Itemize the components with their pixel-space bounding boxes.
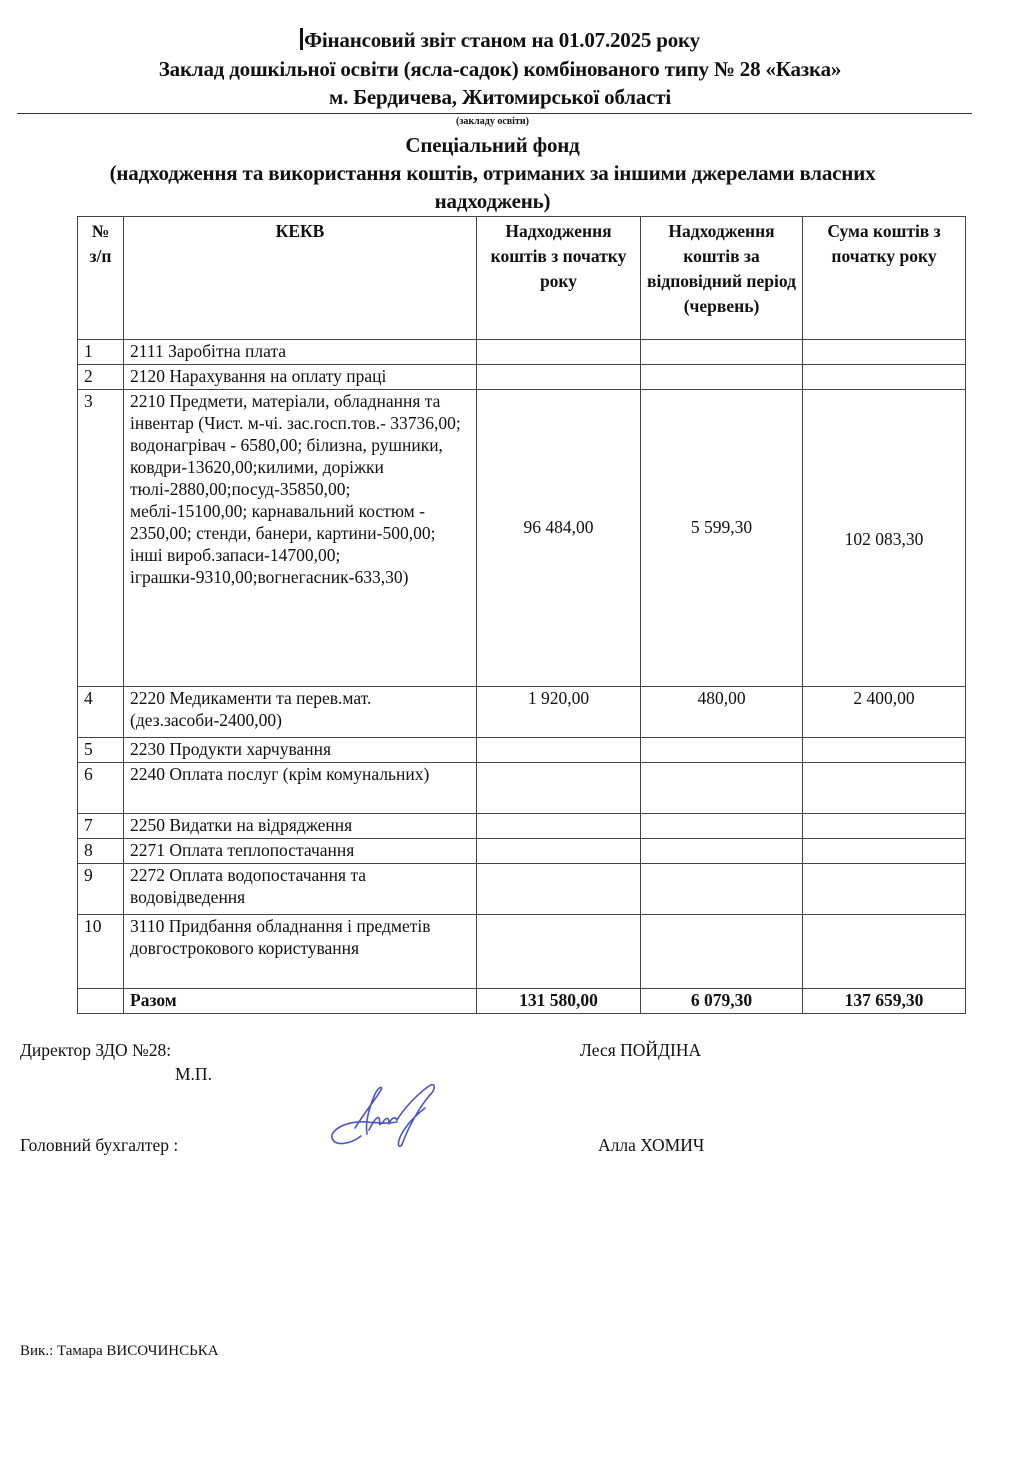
received-period-cell [641, 365, 803, 390]
total-label: Разом [124, 989, 477, 1014]
kekv-cell: 2210 Предмети, матеріали, обладнання та інвентар (Чист. м-чі. зас.госп.тов.- 33736,00; водонагрівач - 6580,00; білизна, рушники, ковдри-13620,00;килими, доріжки тюлі-2880,00;посуд-35850,00; меблі-15100,00; карнавальний костюм - 2350,00; стенди, банери, картини-500,00; інші вироб.запаси-14700,00; іграшки-9310,00;вогнегасник-633,30) [124, 390, 477, 687]
table-row [78, 738, 966, 763]
received-ytd-cell: 1 920,00 [477, 687, 641, 738]
received-ytd-cell [477, 915, 641, 989]
row-number: 6 [78, 763, 124, 814]
received-ytd-cell [477, 738, 641, 763]
kekv-cell: 2271 Оплата теплопостачання [124, 839, 477, 864]
total-ytd-cell: 102 083,30 [803, 390, 966, 687]
row-number: 8 [78, 839, 124, 864]
text-cursor-icon [300, 28, 303, 50]
received-period-cell [641, 340, 803, 365]
kekv-cell: 2272 Оплата водопостачання та водовідведення [124, 864, 477, 915]
received-period-cell: 5 599,30 [641, 390, 803, 687]
total-ytd-cell [803, 864, 966, 915]
table-row [78, 814, 966, 839]
received-period-cell [641, 915, 803, 989]
row-number: 7 [78, 814, 124, 839]
stamp-label: М.П. [175, 1064, 212, 1084]
received-period-cell: 480,00 [641, 687, 803, 738]
financial-report-table [77, 216, 966, 1014]
institution-caption: (закладу освіти) [456, 116, 529, 127]
kekv-cell: 2240 Оплата послуг (крім комунальних) [124, 763, 477, 814]
received-ytd-cell [477, 763, 641, 814]
col-header-received-ytd: Надходження коштів з початку року [477, 217, 641, 340]
fund-subtitle-line2: надходжень) [434, 189, 551, 213]
total-ytd-cell [803, 763, 966, 814]
row-number: 10 [78, 915, 124, 989]
fund-title: Спеціальний фонд [405, 133, 580, 157]
table-row [78, 687, 966, 738]
table-row [78, 390, 966, 687]
row-number: 3 [78, 390, 124, 687]
table-row [78, 763, 966, 814]
received-ytd-cell [477, 340, 641, 365]
received-period-cell [641, 814, 803, 839]
row-number: 2 [78, 365, 124, 390]
kekv-cell: 3110 Придбання обладнання і предметів довгострокового користування [124, 915, 477, 989]
total-sum-ytd: 137 659,30 [803, 989, 966, 1014]
divider-line [17, 113, 972, 114]
institution-name: Заклад дошкільної освіти (ясла-садок) комбінованого типу № 28 «Казка» [158, 57, 842, 81]
total-ytd-cell [803, 915, 966, 989]
table-header-row [78, 217, 966, 340]
total-received-period: 6 079,30 [641, 989, 803, 1014]
received-period-cell [641, 839, 803, 864]
kekv-cell: 2230 Продукти харчування [124, 738, 477, 763]
kekv-cell: 2111 Заробітна плата [124, 340, 477, 365]
institution-location: м. Бердичева, Житомирської області [329, 85, 671, 109]
col-header-received-period: Надходження коштів за відповідний період (червень) [641, 217, 803, 340]
row-number: 4 [78, 687, 124, 738]
table-row [78, 839, 966, 864]
total-ytd-cell [803, 839, 966, 864]
table-row [78, 915, 966, 989]
total-ytd-cell [803, 340, 966, 365]
col-header-kekv: КЕКВ [124, 217, 477, 340]
accountant-name: Алла ХОМИЧ [598, 1135, 705, 1155]
kekv-cell: 2250 Видатки на відрядження [124, 814, 477, 839]
received-ytd-cell [477, 814, 641, 839]
col-header-total-ytd: Сума коштів з початку року [803, 217, 966, 340]
received-period-cell [641, 864, 803, 915]
received-ytd-cell: 96 484,00 [477, 390, 641, 687]
kekv-cell: 2120 Нарахування на оплату праці [124, 365, 477, 390]
report-title-text: Фінансовий звіт станом на 01.07.2025 року [304, 28, 700, 52]
director-label: Директор ЗДО №28: [20, 1040, 172, 1060]
received-period-cell [641, 738, 803, 763]
table-row [78, 864, 966, 915]
row-number: 5 [78, 738, 124, 763]
received-ytd-cell [477, 864, 641, 915]
report-title [0, 27, 1000, 53]
row-number: 9 [78, 864, 124, 915]
total-ytd-cell [803, 365, 966, 390]
received-ytd-cell [477, 839, 641, 864]
total-ytd-cell: 2 400,00 [803, 687, 966, 738]
table-row [78, 365, 966, 390]
received-period-cell [641, 763, 803, 814]
total-ytd-cell [803, 738, 966, 763]
handwritten-signature-icon [325, 1082, 460, 1152]
table-row [78, 340, 966, 365]
received-ytd-cell [477, 365, 641, 390]
total-row [78, 989, 966, 1014]
col-header-no: № з/п [78, 217, 124, 340]
fund-subtitle-line1: (надходження та використання коштів, отриманих за іншими джерелами власних [109, 161, 876, 185]
total-row-number [78, 989, 124, 1014]
accountant-label: Головний бухгалтер : [20, 1135, 179, 1155]
row-number: 1 [78, 340, 124, 365]
total-ytd-cell [803, 814, 966, 839]
executor-line: Вик.: Тамара ВИСОЧИНСЬКА [20, 1343, 219, 1359]
kekv-cell: 2220 Медикаменти та перев.мат. (дез.засоби-2400,00) [124, 687, 477, 738]
total-received-ytd: 131 580,00 [477, 989, 641, 1014]
director-name: Леся ПОЙДІНА [580, 1040, 702, 1060]
